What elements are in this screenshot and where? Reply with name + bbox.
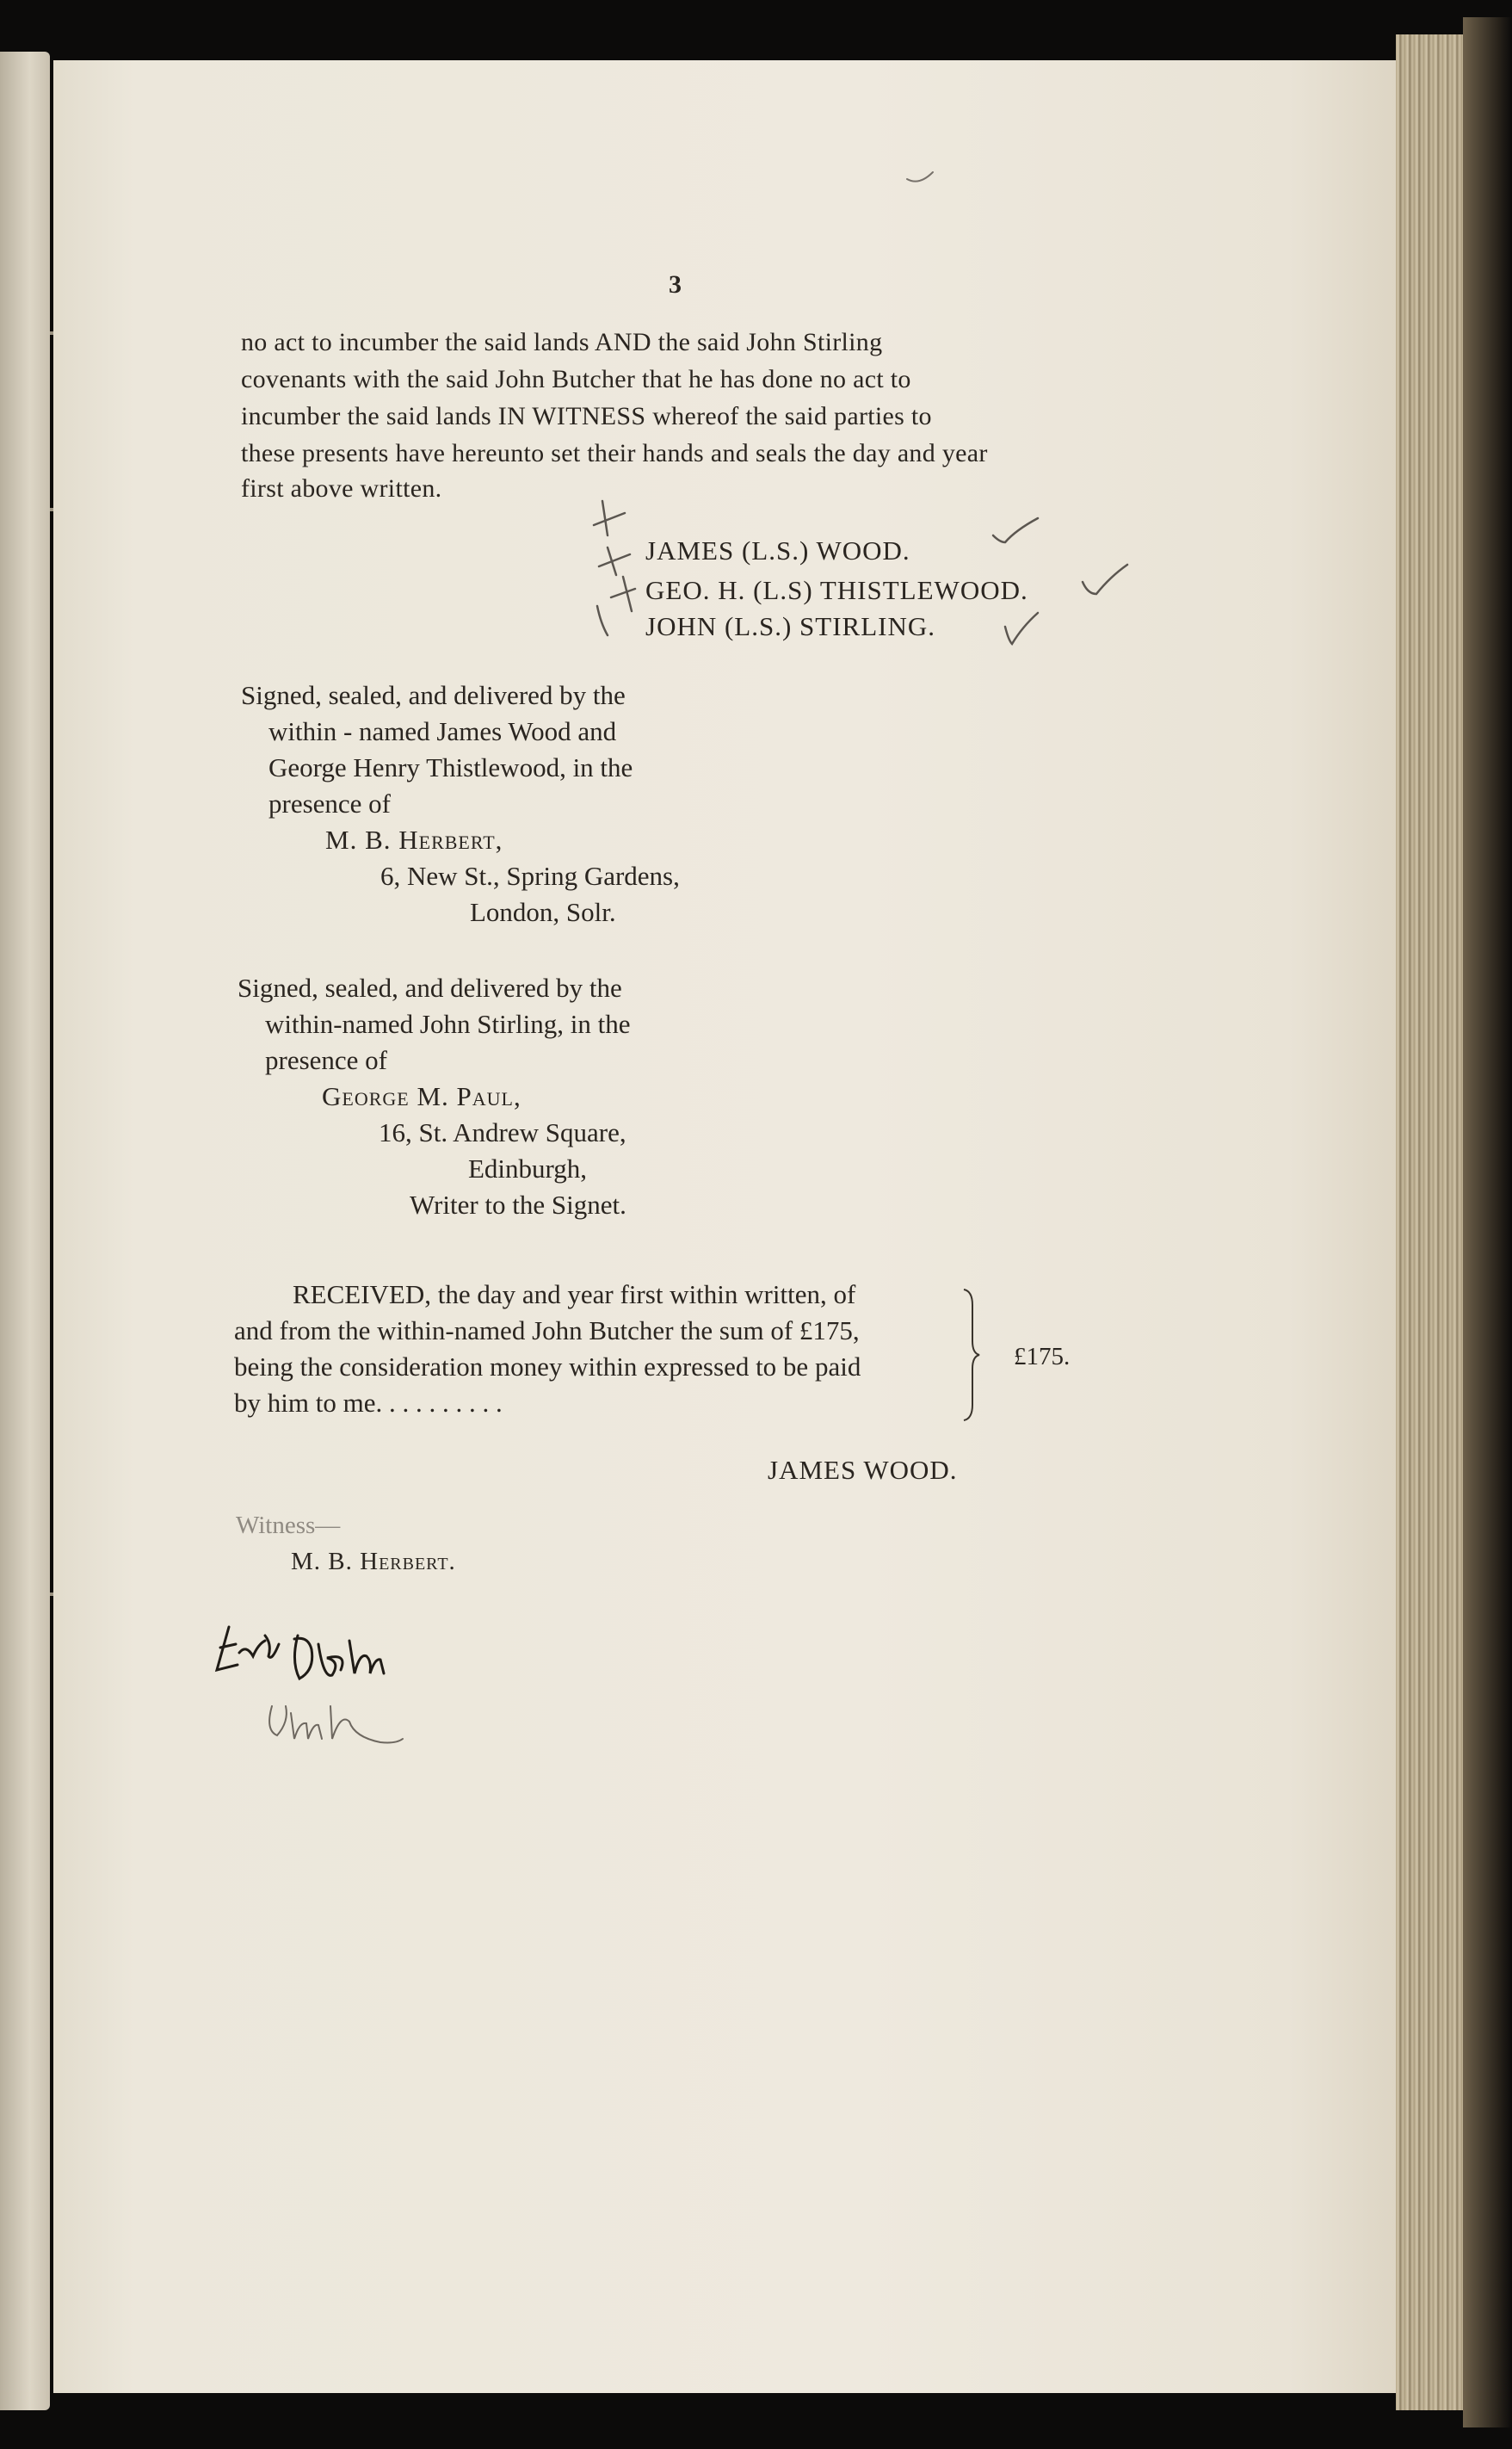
witness-address: Edinburgh,: [468, 1153, 588, 1184]
signature-james-wood: JAMES (L.S.) WOOD.: [645, 535, 910, 566]
checkmark-icon: [990, 513, 1041, 547]
witness-address: 16, St. Andrew Square,: [379, 1117, 626, 1147]
receipt-amount: £175.: [1014, 1343, 1071, 1370]
attestation-line: presence of: [265, 1045, 387, 1075]
witness-address: 6, New St., Spring Gardens,: [380, 861, 680, 891]
receipt-signer: JAMES WOOD.: [768, 1455, 958, 1485]
attestation-line: Signed, sealed, and delivered by the: [238, 973, 622, 1003]
paragraph-line: first above written.: [241, 474, 442, 503]
page-number: 3: [669, 270, 682, 299]
witness-name: George M. Paul,: [322, 1081, 521, 1111]
attestation-line: within - named James Wood and: [268, 716, 617, 746]
paragraph-line: incumber the said lands IN WITNESS whereof the said parties to: [241, 402, 932, 430]
left-page-edge: [0, 52, 50, 2410]
signature-john-stirling: JOHN (L.S.) STIRLING.: [645, 611, 936, 641]
signature-thistlewood: GEO. H. (L.S) THISTLEWOOD.: [645, 575, 1028, 605]
receipt-line: RECEIVED, the day and year first within written, of: [293, 1279, 856, 1309]
receipt-line: by him to me. . . . . . . . . .: [234, 1388, 503, 1418]
handwritten-initials: [212, 1610, 418, 1782]
paragraph-line: covenants with the said John Butcher that he has done no act to: [241, 365, 911, 393]
attestation-line: within-named John Stirling, in the: [265, 1009, 631, 1039]
paragraph-line: these presents have hereunto set their hands and seals the day and year: [241, 439, 988, 467]
receipt-brace: [962, 1288, 981, 1422]
witness-label: Witness—: [236, 1512, 341, 1539]
checkmark-icon: [1002, 609, 1041, 649]
receipt-witness-name: M. B. Herbert.: [291, 1548, 456, 1575]
attestation-line: presence of: [268, 789, 391, 819]
book-spine-shadow: [1463, 17, 1512, 2427]
pencil-tick-icon: [582, 494, 642, 640]
receipt-line: being the consideration money within expressed to be paid: [234, 1351, 861, 1382]
witness-address: Writer to the Signet.: [410, 1190, 626, 1220]
paragraph-line: no act to incumber the said lands AND the said John Stirling: [241, 328, 883, 356]
attestation-line: George Henry Thistlewood, in the: [268, 752, 633, 782]
attestation-line: Signed, sealed, and delivered by the: [241, 680, 626, 710]
checkmark-icon: [1079, 560, 1131, 599]
receipt-line: and from the within-named John Butcher the sum of £175,: [234, 1315, 860, 1345]
pencil-mark-icon: [904, 167, 938, 188]
witness-name: M. B. Herbert,: [325, 825, 503, 855]
witness-address: London, Solr.: [470, 897, 616, 927]
